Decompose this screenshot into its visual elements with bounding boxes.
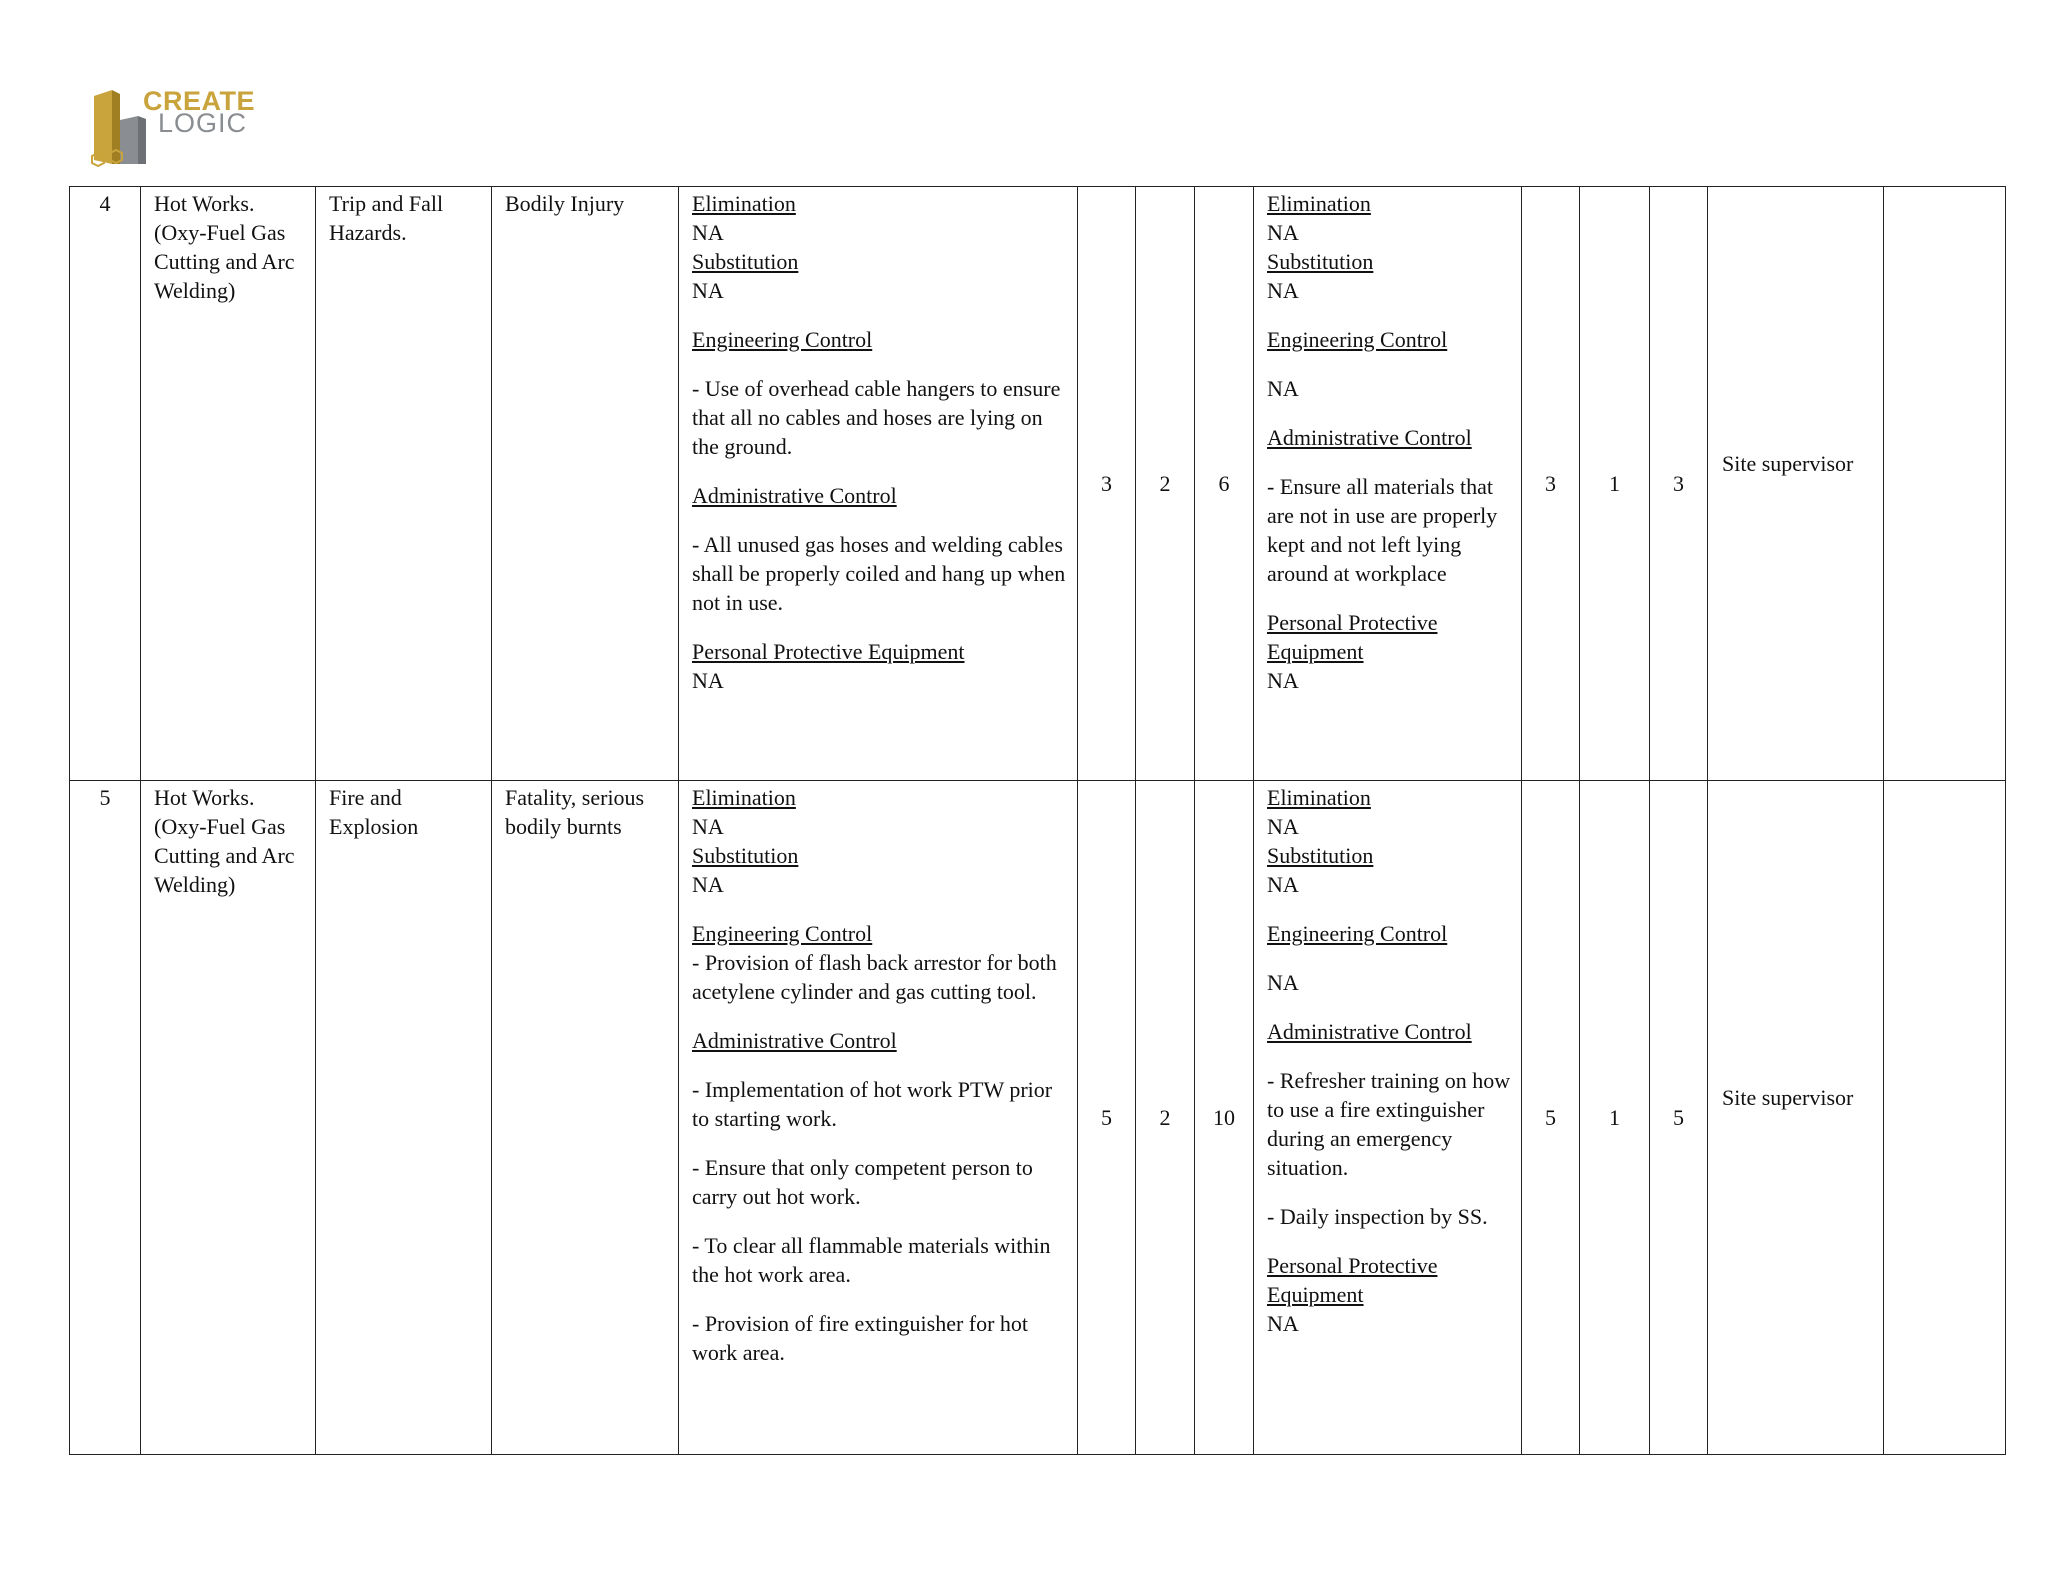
table-row <box>70 187 2006 781</box>
elimination-value: NA <box>692 814 724 839</box>
administrative-heading: Administrative Control <box>692 1028 897 1053</box>
ppe-heading: Personal Protective Equipment <box>1267 610 1438 664</box>
remarks-cell <box>1884 781 2006 1455</box>
elimination-heading: Elimination <box>692 785 796 810</box>
additional-controls-cell <box>1254 187 1522 781</box>
effect-cell: Fatality, serious bodily burnts <box>492 781 679 1455</box>
engineering-heading: Engineering Control <box>1267 921 1448 946</box>
activity-cell: Hot Works. (Oxy-Fuel Gas Cutting and Arc Welding) <box>141 187 316 781</box>
elimination-heading: Elimination <box>1267 191 1371 216</box>
likelihood-cell: 5 <box>1078 781 1136 1455</box>
residual-risk-cell: 5 <box>1650 781 1708 1455</box>
hazard-cell: Fire and Explosion <box>316 781 492 1455</box>
administrative-heading: Administrative Control <box>692 483 897 508</box>
elimination-value: NA <box>1267 220 1299 245</box>
ppe-heading: Personal Protective Equipment <box>1267 1253 1438 1307</box>
ppe-value: NA <box>692 668 724 693</box>
engineering-value: NA <box>1267 376 1299 401</box>
residual-severity-cell: 1 <box>1580 187 1650 781</box>
administrative-item: - Provision of fire extinguisher for hot work area. <box>692 1311 1029 1365</box>
severity-cell: 2 <box>1136 781 1195 1455</box>
activity-cell: Hot Works. (Oxy-Fuel Gas Cutting and Arc Welding) <box>141 781 316 1455</box>
residual-risk-cell: 3 <box>1650 187 1708 781</box>
residual-severity-cell: 1 <box>1580 781 1650 1455</box>
engineering-heading: Engineering Control <box>1267 327 1448 352</box>
logo-text-logic: LOGIC <box>158 108 248 138</box>
risk-cell: 6 <box>1195 187 1254 781</box>
elimination-heading: Elimination <box>1267 785 1371 810</box>
administrative-item: - Daily inspection by SS. <box>1267 1204 1488 1229</box>
risk-cell: 10 <box>1195 781 1254 1455</box>
engineering-item: - Provision of flash back arrestor for both acetylene cylinder and gas cutting tool. <box>692 950 1057 1004</box>
hazard-cell: Trip and Fall Hazards. <box>316 187 492 781</box>
building-logo-icon <box>90 86 150 168</box>
logo-text-create: CREATE <box>143 86 256 116</box>
ppe-value: NA <box>1267 1311 1299 1336</box>
responsible-person-cell: Site supervisor <box>1708 187 1884 781</box>
substitution-value: NA <box>1267 872 1299 897</box>
table-row <box>70 781 2006 1455</box>
administrative-heading: Administrative Control <box>1267 1019 1472 1044</box>
engineering-value: NA <box>1267 970 1299 995</box>
substitution-heading: Substitution <box>1267 249 1374 274</box>
administrative-item: - Implementation of hot work PTW prior to starting work. <box>692 1077 1053 1131</box>
likelihood-cell: 3 <box>1078 187 1136 781</box>
engineering-item: - Use of overhead cable hangers to ensure that all no cables and hoses are lying on the ground. <box>692 376 1061 459</box>
administrative-item: - Ensure that only competent person to carry out hot work. <box>692 1155 1033 1209</box>
administrative-item: - All unused gas hoses and welding cables shall be properly coiled and hang up when not in use. <box>692 532 1066 615</box>
additional-controls-cell <box>1254 781 1522 1455</box>
existing-controls-cell <box>679 187 1078 781</box>
severity-cell: 2 <box>1136 187 1195 781</box>
remarks-cell <box>1884 187 2006 781</box>
substitution-value: NA <box>1267 278 1299 303</box>
row-number: 4 <box>70 187 141 781</box>
administrative-item: - Refresher training on how to use a fire extinguisher during an emergency situation. <box>1267 1068 1511 1180</box>
elimination-heading: Elimination <box>692 191 796 216</box>
residual-likelihood-cell: 3 <box>1522 187 1580 781</box>
administrative-item: - To clear all flammable materials within the hot work area. <box>692 1233 1051 1287</box>
residual-likelihood-cell: 5 <box>1522 781 1580 1455</box>
existing-controls-cell <box>679 781 1078 1455</box>
ppe-value: NA <box>1267 668 1299 693</box>
row-number: 5 <box>70 781 141 1455</box>
company-logo <box>90 86 280 168</box>
administrative-item: - Ensure all materials that are not in use are properly kept and not left lying around at workplace <box>1267 474 1498 586</box>
substitution-heading: Substitution <box>692 843 799 868</box>
ppe-heading: Personal Protective Equipment <box>692 639 965 664</box>
responsible-person-cell: Site supervisor <box>1708 781 1884 1455</box>
substitution-heading: Substitution <box>692 249 799 274</box>
substitution-value: NA <box>692 278 724 303</box>
risk-assessment-table <box>69 186 2006 1455</box>
administrative-heading: Administrative Control <box>1267 425 1472 450</box>
substitution-heading: Substitution <box>1267 843 1374 868</box>
substitution-value: NA <box>692 872 724 897</box>
elimination-value: NA <box>1267 814 1299 839</box>
engineering-heading: Engineering Control <box>692 327 873 352</box>
effect-cell: Bodily Injury <box>492 187 679 781</box>
elimination-value: NA <box>692 220 724 245</box>
engineering-heading: Engineering Control <box>692 921 873 946</box>
